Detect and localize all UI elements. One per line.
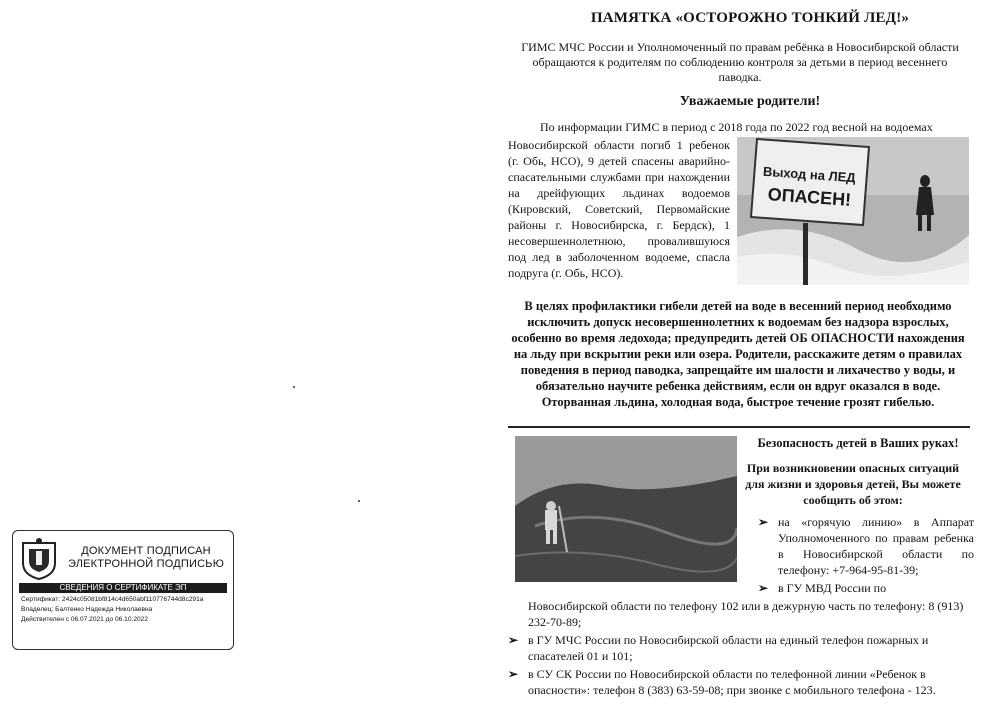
stamp-title [63, 545, 229, 571]
scan-speck [293, 386, 295, 388]
bullet-arrow-icon: ➢ [758, 581, 769, 595]
contact-sk-text: в СУ СК России по Новосибирской области по телефонной линии «Ребенок в опасности»: телефон 8 (383) 63-59-08; при звонке с мобильного телефона - 123. [528, 667, 936, 697]
contacts-list [508, 514, 974, 700]
para1-lead: По информации ГИМС в период с 2018 года по 2022 год весной на водоемах [540, 120, 933, 134]
contact-mvd-text: в ГУ МВД России по [778, 581, 887, 595]
prevention-paragraph: В целях профилактики гибели детей на воде в весенний период необходимо исключить допуск несовершеннолетних к водоемам без надзора взрослых, особенно во время ледохода; предупредить детей ОБ ОПАСНОСТИ нахождения на льду при вскрытии реки или озера. Родители, расскажите детям о правилах поведения в период паводка, запрещайте им шалости и лихачество у воды, и обязательно научите ребенка действиям, если он вдруг оказался в воде. Оторванная льдина, холодная вода, быстрое течение грозят гибелью. [511, 299, 965, 409]
certificate-number: Сертификат: 2424c05081bf814c4d650abf110776744d8c291a [21, 596, 204, 603]
bullet-arrow-icon: ➢ [758, 515, 769, 529]
stamp-title-line1: ДОКУМЕНТ ПОДПИСАН [81, 545, 211, 557]
para1-body: Новосибирской области погиб 1 ребенок (г. Обь, НСО), 9 детей спасены аварийно-спасательными службами при нахождении на дрейфующих льдинах водоемов (Кировский, Советский, Первомайские районы г. Новосибирска, г. Бердск), 1 несовершеннолетнюю, провалившуюся под лед в заболоченном водоеме, спасла подруга (г. Обь, НСО). [508, 138, 730, 280]
ice-warning-sign-photo [737, 137, 969, 285]
bullet-arrow-icon: ➢ [508, 667, 519, 681]
contact-sk [508, 666, 974, 698]
memo-title: ПАМЯТКА «ОСТОРОЖНО ТОНКИЙ ЛЕД!» [590, 10, 910, 26]
coat-of-arms-icon [19, 537, 59, 581]
certificate-owner: Владелец: Балтенко Надежда Николаевна [21, 606, 153, 613]
safety-heading: Безопасность детей в Ваших руках! [757, 436, 959, 450]
sign-text-2: ОПАСЕН! [767, 184, 852, 210]
contact-hotline-text: на «горячую линию» в Аппарат Уполномоченного по правам ребенка в Новосибирской области по телефону: +7-964-95-81-39; [778, 515, 974, 577]
certificate-info-bar: СВЕДЕНИЯ О СЕРТИФИКАТЕ ЭП [19, 583, 227, 593]
contact-mchs-text: в ГУ МЧС России по Новосибирской области на единый телефон пожарных и спасателей 01 и 101; [528, 633, 929, 663]
stamp-title-line2: ЭЛЕКТРОННОЙ ПОДПИСЬЮ [67, 558, 225, 570]
contact-hotline [758, 514, 974, 578]
sign-text-1: Выход на ЛЕД [762, 163, 857, 186]
scan-speck [358, 500, 360, 502]
stamp-meta [21, 595, 231, 625]
certificate-validity: Действителен с 06.07.2021 до 06.10.2022 [21, 616, 149, 623]
memo-intro: ГИМС МЧС России и Уполномоченный по правам ребёнка в Новосибирской области обращаются к родителям по соблюдению контроля за детьми в период весеннего паводка. [521, 40, 959, 84]
greeting-heading: Уважаемые родители! [679, 94, 821, 109]
contact-mchs [508, 632, 974, 664]
e-signature-stamp [12, 530, 234, 650]
contact-mvd [758, 580, 974, 596]
contact-mvd-continued: Новосибирской области по телефону 102 или в дежурную часть по телефону: 8 (913) 232-70-89; [528, 599, 964, 629]
section-divider [508, 426, 970, 428]
bullet-arrow-icon: ➢ [508, 633, 519, 647]
safety-subheading: При возникновении опасных ситуаций для жизни и здоровья детей, Вы можете сообщить об этом: [745, 461, 961, 507]
